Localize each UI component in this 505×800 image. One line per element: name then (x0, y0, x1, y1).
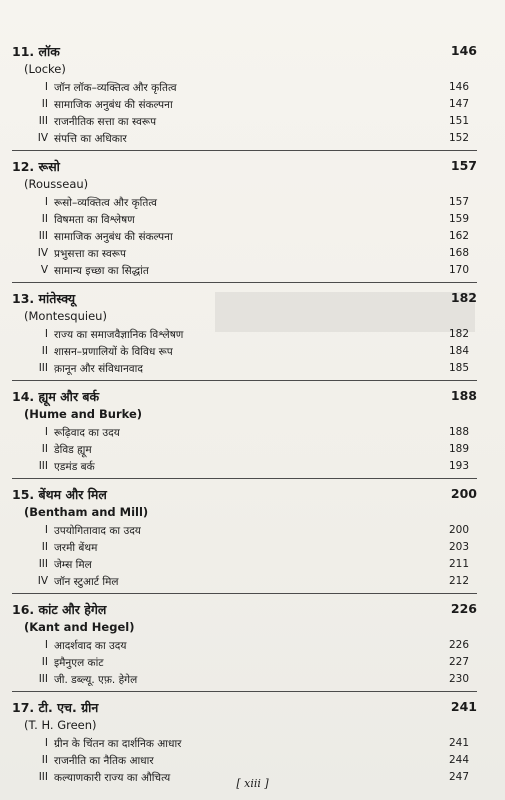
section-title: 16. कांट और हेगेल (12, 602, 107, 617)
toc-entry (28, 212, 469, 229)
toc-entry (28, 229, 469, 246)
entry-page: 185 (448, 362, 469, 374)
entry-number: I (44, 196, 48, 208)
entry-title: रूसो–व्यक्तित्व और कृतित्व (54, 197, 157, 209)
section-title: 13. मांतेस्क्यू (12, 291, 76, 306)
entry-title: राज्य का समाजवैज्ञानिक विश्लेषण (54, 329, 184, 341)
entry-page: 162 (448, 230, 469, 242)
entry-page: 200 (448, 524, 469, 536)
section-header (12, 696, 477, 718)
entry-title: विषमता का विश्लेषण (54, 214, 135, 226)
entry-page: 226 (448, 639, 469, 651)
entry-title: जरमी बेंथम (54, 542, 98, 554)
section-title: 14. ह्यूम और बर्क (12, 389, 100, 404)
entry-number: II (41, 443, 48, 455)
entry-number: I (44, 737, 48, 749)
toc-entry (28, 195, 469, 212)
entry-title: रूढ़िवाद का उदय (54, 427, 120, 439)
section-subtitle: (Rousseau) (24, 177, 89, 191)
toc-entry (28, 459, 469, 476)
entry-number: II (41, 656, 48, 668)
toc-entry (28, 361, 469, 378)
toc-entry (28, 557, 469, 574)
entry-title: जॉन लॉक–व्यक्तित्व और कृतित्व (54, 82, 177, 94)
entry-number: I (44, 426, 48, 438)
section-header (12, 287, 477, 309)
section-header (12, 155, 477, 177)
entry-page: 230 (448, 673, 469, 685)
entry-title: राजनीतिक सत्ता का स्वरूप (54, 116, 157, 128)
entry-title: उपयोगितावाद का उदय (54, 525, 141, 537)
entry-page: 227 (448, 656, 469, 668)
entry-page: 159 (448, 213, 469, 225)
section-items (28, 80, 469, 148)
section-items (28, 523, 469, 591)
entry-page: 188 (448, 426, 469, 438)
section-divider (12, 150, 477, 151)
entry-page: 189 (448, 443, 469, 455)
entry-title: शासन–प्रणालियों के विविध रूप (54, 346, 173, 358)
toc-section (0, 40, 505, 151)
toc-entry (28, 344, 469, 361)
entry-title: कल्याणकारी राज्य का औचित्य (54, 772, 171, 784)
section-items (28, 195, 469, 280)
entry-page: 147 (448, 98, 469, 110)
entry-number: III (38, 558, 48, 570)
entry-number: I (44, 639, 48, 651)
section-items (28, 327, 469, 378)
section-subtitle: (Kant and Hegel) (24, 620, 135, 634)
entry-title: आदर्शवाद का उदय (54, 640, 127, 652)
page-footer: [ xiii ] (236, 777, 269, 790)
entry-number: I (44, 81, 48, 93)
section-header (12, 483, 477, 505)
entry-number: II (41, 98, 48, 110)
entry-page: 157 (448, 196, 469, 208)
toc-section (0, 385, 505, 479)
entry-number: III (38, 771, 48, 783)
entry-number: IV (37, 247, 48, 259)
section-page-number: 200 (450, 486, 477, 501)
section-title: 11. लॉक (12, 44, 60, 59)
section-page-number: 226 (450, 601, 477, 616)
entry-number: III (38, 230, 48, 242)
section-subtitle: (Montesquieu) (24, 309, 107, 323)
entry-title: सामाजिक अनुबंध की संकल्पना (54, 231, 173, 243)
toc-entry (28, 574, 469, 591)
entry-number: IV (37, 575, 48, 587)
entry-page: 203 (448, 541, 469, 553)
entry-page: 211 (448, 558, 469, 570)
section-title: 15. बेंथम और मिल (12, 487, 107, 502)
toc-section (0, 598, 505, 692)
toc-entry (28, 672, 469, 689)
table-of-contents (0, 40, 505, 791)
section-page-number: 146 (450, 43, 477, 58)
toc-entry (28, 523, 469, 540)
toc-entry (28, 114, 469, 131)
section-items (28, 638, 469, 689)
entry-number: II (41, 345, 48, 357)
entry-page: 212 (448, 575, 469, 587)
section-subtitle: (Hume and Burke) (24, 407, 143, 421)
entry-number: I (44, 524, 48, 536)
entry-title: सामान्य इच्छा का सिद्धांत (54, 265, 149, 277)
entry-page: 182 (448, 328, 469, 340)
entry-page: 193 (448, 460, 469, 472)
entry-number: III (38, 115, 48, 127)
entry-number: II (41, 541, 48, 553)
toc-entry (28, 97, 469, 114)
entry-number: III (38, 460, 48, 472)
entry-number: II (41, 213, 48, 225)
entry-title: जेम्स मिल (54, 559, 92, 571)
toc-entry (28, 246, 469, 263)
entry-title: प्रभुसत्ता का स्वरूप (54, 248, 126, 260)
toc-section (0, 155, 505, 283)
section-divider (12, 282, 477, 283)
entry-number: III (38, 362, 48, 374)
entry-title: संपत्ति का अधिकार (54, 133, 127, 145)
section-divider (12, 478, 477, 479)
entry-title: जी. डब्ल्यू. एफ़. हेगेल (54, 674, 138, 686)
toc-entry (28, 540, 469, 557)
toc-section (0, 696, 505, 787)
entry-number: II (41, 754, 48, 766)
section-page-number: 241 (450, 699, 477, 714)
toc-entry (28, 131, 469, 148)
entry-title: जॉन स्टुआर्ट मिल (54, 576, 119, 588)
entry-page: 152 (448, 132, 469, 144)
toc-entry (28, 442, 469, 459)
entry-page: 247 (448, 771, 469, 783)
section-page-number: 157 (450, 158, 477, 173)
section-header (12, 598, 477, 620)
section-subtitle: (Bentham and Mill) (24, 505, 149, 519)
entry-number: V (40, 264, 48, 276)
entry-title: राजनीति का नैतिक आधार (54, 755, 154, 767)
entry-title: सामाजिक अनुबंध की संकल्पना (54, 99, 173, 111)
entry-page: 168 (448, 247, 469, 259)
entry-number: IV (37, 132, 48, 144)
entry-page: 241 (448, 737, 469, 749)
entry-number: III (38, 673, 48, 685)
toc-entry (28, 638, 469, 655)
entry-page: 170 (448, 264, 469, 276)
section-divider (12, 380, 477, 381)
entry-page: 184 (448, 345, 469, 357)
section-divider (12, 691, 477, 692)
section-items (28, 425, 469, 476)
toc-entry (28, 425, 469, 442)
entry-title: डेविड ह्यूम (54, 444, 92, 456)
entry-page: 151 (448, 115, 469, 127)
section-subtitle: (Locke) (24, 62, 66, 76)
section-divider (12, 593, 477, 594)
entry-title: ग्रीन के चिंतन का दार्शनिक आधार (54, 738, 182, 750)
entry-page: 244 (448, 754, 469, 766)
entry-title: इमैनुएल कांट (54, 657, 104, 669)
entry-page: 146 (448, 81, 469, 93)
toc-entry (28, 263, 469, 280)
section-subtitle: (T. H. Green) (24, 718, 97, 732)
toc-section (0, 287, 505, 381)
toc-entry (28, 80, 469, 97)
section-header (12, 385, 477, 407)
entry-number: I (44, 328, 48, 340)
section-title: 12. रूसो (12, 159, 60, 174)
section-title: 17. टी. एच. ग्रीन (12, 700, 99, 715)
toc-entry (28, 736, 469, 753)
toc-entry (28, 655, 469, 672)
section-header (12, 40, 477, 62)
section-page-number: 182 (450, 290, 477, 305)
entry-title: क़ानून और संविधानवाद (54, 363, 143, 375)
toc-entry (28, 753, 469, 770)
section-page-number: 188 (450, 388, 477, 403)
toc-entry (28, 327, 469, 344)
toc-section (0, 483, 505, 594)
entry-title: एडमंड बर्क (54, 461, 95, 473)
